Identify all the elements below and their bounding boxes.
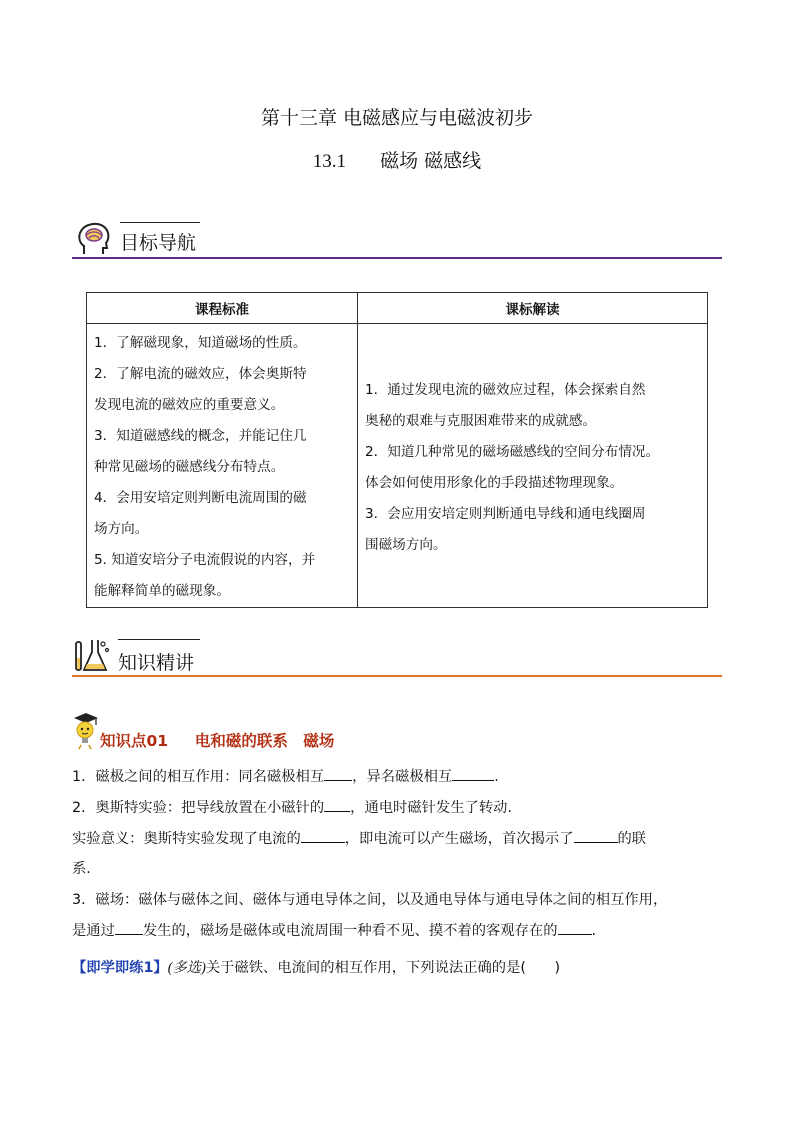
knowledge-section-rule: [72, 675, 722, 677]
text-line: 场方向。: [94, 521, 149, 537]
paragraph-3: [72, 828, 646, 848]
paragraph-3-cont: [72, 858, 91, 878]
text-line: 种常见磁场的磁感线分布特点。: [94, 459, 285, 475]
goal-title-overline: [120, 222, 200, 223]
answer-blank: [301, 828, 345, 843]
paragraph-4: [72, 889, 667, 909]
text-line: 能解释简单的磁现象。: [94, 583, 230, 599]
paragraph-text: 1．磁极之间的相互作用：同名磁极相互: [72, 769, 325, 785]
paragraph-text: ，异名磁极相互: [352, 769, 453, 785]
knowledge-section-title: 知识精讲: [118, 652, 195, 674]
paragraph-text: 发生的，磁场是磁体或电流周围一种看不见、摸不着的客观存在的: [142, 923, 558, 939]
table-header-row: [87, 293, 708, 324]
text-line: 3．知道磁感线的概念，并能记住几: [94, 428, 307, 444]
paragraph-text: .: [494, 769, 499, 785]
section-name: 磁场 磁感线: [380, 150, 482, 172]
section-title: [0, 146, 794, 173]
text-line: 2．知道几种常见的磁场磁感线的空间分布情况。: [365, 443, 660, 460]
text-line: 围磁场方向。: [365, 536, 447, 553]
curriculum-table: [86, 292, 708, 608]
paragraph-text: 实验意义：奥斯特实验发现了电流的: [72, 831, 301, 847]
paragraph-text: 3．磁场：磁体与磁体之间、磁体与通电导体之间，以及通电导体与通电导体之间的相互作用，: [72, 892, 668, 908]
section-number: 13.1: [312, 151, 347, 172]
text-line: 奥秘的艰难与克服困难带来的成就感。: [365, 412, 597, 429]
text-line: 3．会应用安培定则判断通电导线和通电线圈周: [365, 505, 646, 522]
paragraph-text: ，通电时磁针发生了转动.: [350, 800, 512, 816]
text-line: 1．了解磁现象，知道磁场的性质。: [94, 335, 307, 351]
paragraph-text: 是通过: [72, 923, 115, 939]
table-row: [87, 324, 708, 608]
paragraph-text: ，即电流可以产生磁场，首次揭示了: [344, 831, 574, 847]
paragraph-text: 2．奥斯特实验：把导线放置在小磁针的: [72, 800, 325, 816]
text-line: 2．了解电流的磁效应，体会奥斯特: [94, 366, 307, 382]
paragraph-text: 系.: [72, 861, 91, 877]
exercise-text: 关于磁铁、电流间的相互作用，下列说法正确的是( ): [205, 960, 561, 976]
answer-blank: [452, 766, 494, 781]
paragraph-text: .: [591, 923, 597, 939]
head-brain-icon: [76, 220, 114, 258]
knowledge-point-title: 电和磁的联系 磁场: [194, 732, 335, 750]
table-header: 课程标准: [87, 293, 358, 324]
curriculum-standard-cell: [87, 324, 358, 608]
paragraph-1: [72, 766, 499, 786]
answer-blank: [324, 766, 352, 781]
text-line: 1．通过发现电流的磁效应过程，体会探索自然: [365, 381, 646, 398]
paragraph-text: 的联: [617, 831, 647, 847]
answer-blank: [558, 920, 592, 935]
knowledge-title-overline: [118, 639, 200, 640]
text-line: 体会如何使用形象化的手段描述物理现象。: [365, 474, 624, 491]
exercise-question: [72, 957, 560, 977]
goal-section-rule: [72, 257, 722, 259]
answer-blank: [324, 797, 350, 812]
text-line: 5. 知道安培分子电流假说的内容，并: [94, 552, 316, 568]
knowledge-point-label: 知识点01: [100, 732, 169, 750]
lab-flask-icon: [72, 636, 110, 674]
exercise-note: (多选): [167, 960, 206, 976]
answer-blank: [574, 828, 618, 843]
text-line: 发现电流的磁效应的重要意义。: [94, 397, 285, 413]
exercise-tag: 【即学即练1】: [72, 960, 168, 976]
goal-section-title: 目标导航: [120, 232, 197, 254]
answer-blank: [115, 920, 143, 935]
chapter-title: 第十三章 电磁感应与电磁波初步: [260, 107, 534, 129]
text-line: 4．会用安培定则判断电流周围的磁: [94, 490, 307, 506]
paragraph-2: [72, 797, 512, 817]
curriculum-interpretation-cell: [358, 324, 708, 608]
lightbulb-mascot-icon: [70, 710, 100, 750]
paragraph-4-cont: [72, 920, 596, 940]
table-header: 课标解读: [358, 293, 708, 324]
knowledge-point-heading: [100, 729, 334, 751]
